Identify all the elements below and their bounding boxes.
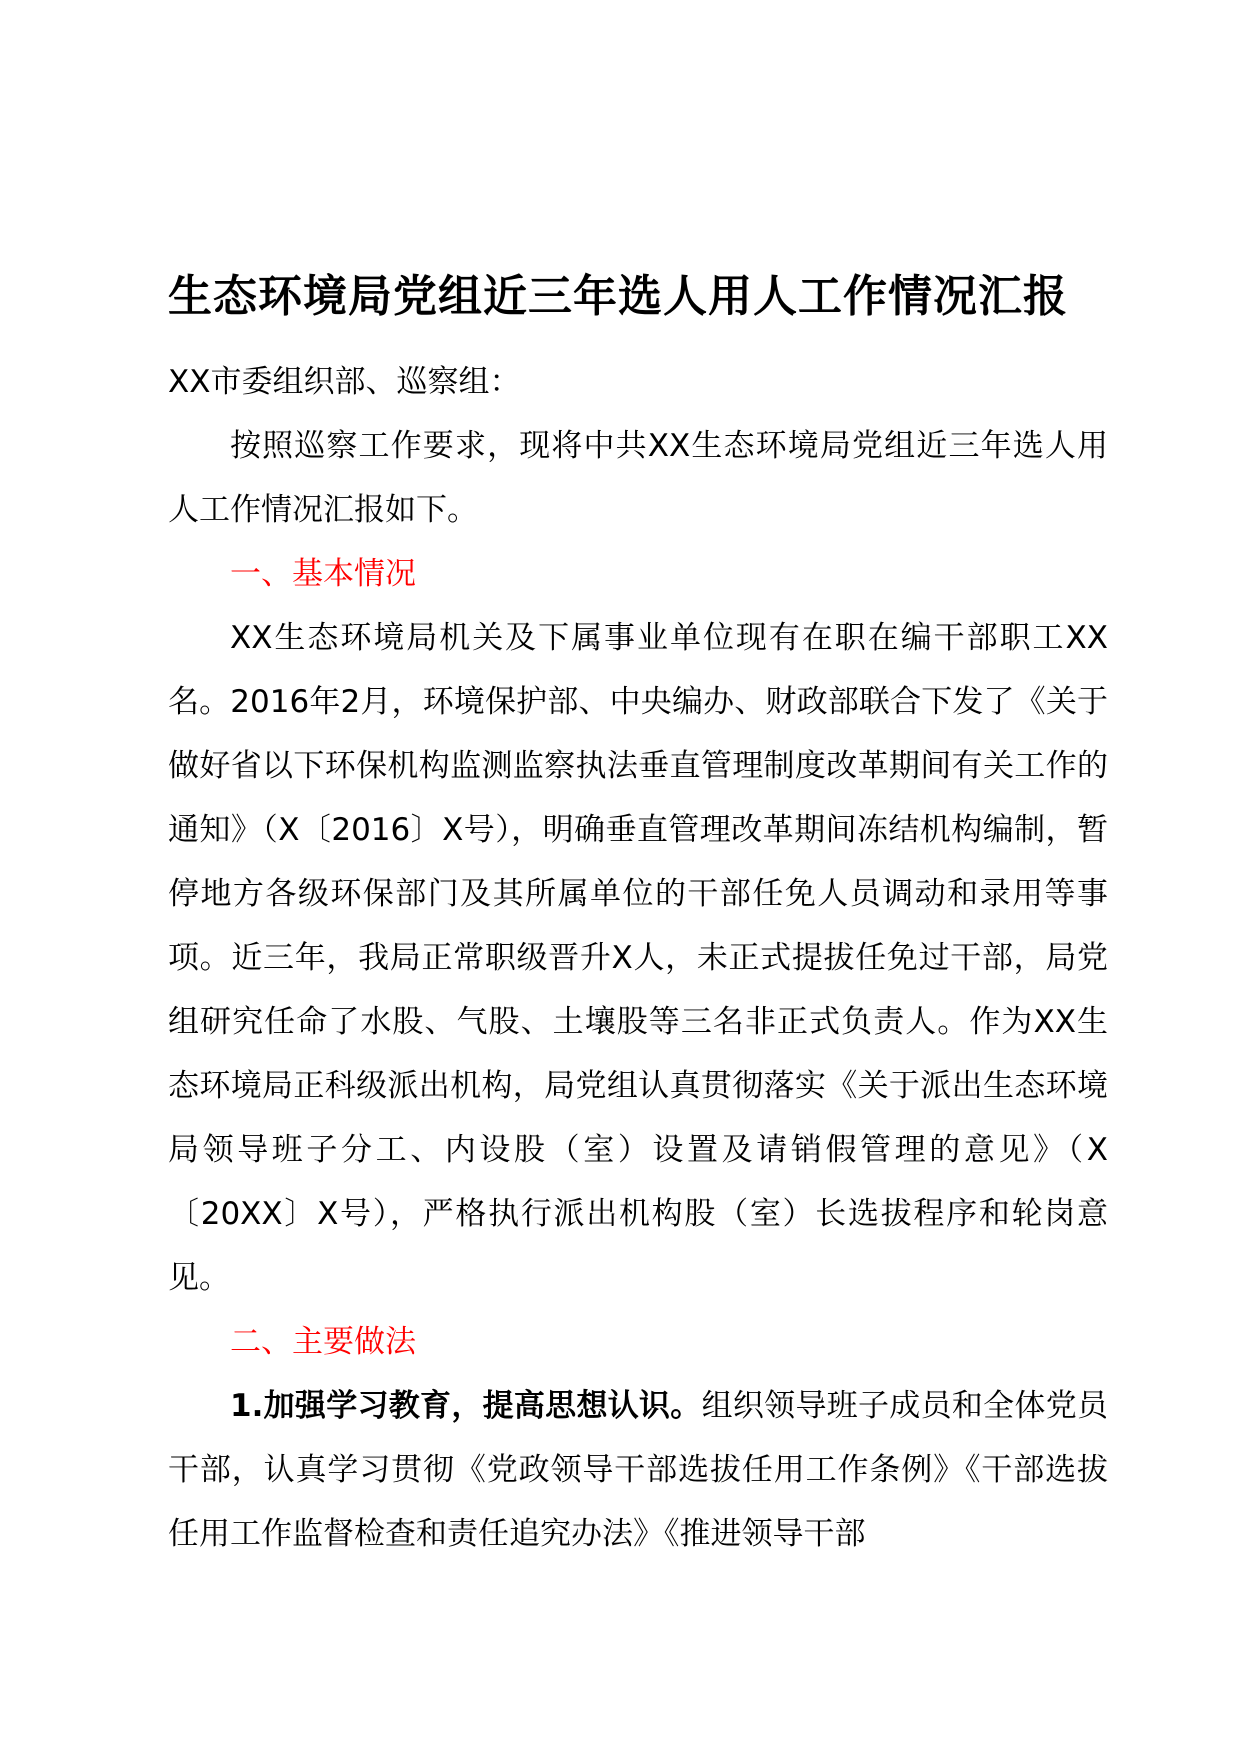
salutation: XX市委组织部、巡察组： bbox=[168, 364, 521, 400]
item-1-lead: 1.加强学习教育，提高思想认识。 bbox=[230, 1388, 702, 1424]
section-1-paragraph: XX生态环境局机关及下属事业单位现有在职在编干部职工XX名。2016年2月，环境保护部、中央编办、财政部联合下发了《关于做好省以下环保机构监测监察执法垂直管理制度改革期间有关工作的通知》（X〔2016〕X号），明确垂直管理改革期间冻结机构编制，暂停地方各级环保部门及其所属单位的干部任免人员调动和录用等事项。近三年，我局正常职级晋升X人，未正式提拔任免过干部，局党组研究任命了水股、气股、土壤股等三名非正式负责人。作为XX生态环境局正科级派出机构，局党组认真贯彻落实《关于派出生态环境局领导班子分工、内设股（室）设置及请销假管理的意见》（X〔20XX〕X号），严格执行派出机构股（室）长选拔程序和轮岗意见。 bbox=[168, 620, 1108, 1296]
section-1-heading: 一、基本情况 bbox=[230, 556, 416, 592]
document-body bbox=[168, 350, 1108, 1566]
section-2-item-1 bbox=[168, 1374, 1108, 1566]
item-1-text: 组织领导班子成员和全体党员干部，认真学习贯彻《党政领导干部选拔任用工作条例》《干部选拔任用工作监督检查和责任追究办法》《推进领导干部 bbox=[168, 1388, 1108, 1552]
section-2-heading: 二、主要做法 bbox=[230, 1324, 416, 1360]
intro-paragraph: 按照巡察工作要求，现将中共XX生态环境局党组近三年选人用人工作情况汇报如下。 bbox=[168, 428, 1108, 528]
document-title: 生态环境局党组近三年选人用人工作情况汇报 bbox=[168, 271, 1068, 322]
document-page bbox=[168, 0, 1108, 1754]
